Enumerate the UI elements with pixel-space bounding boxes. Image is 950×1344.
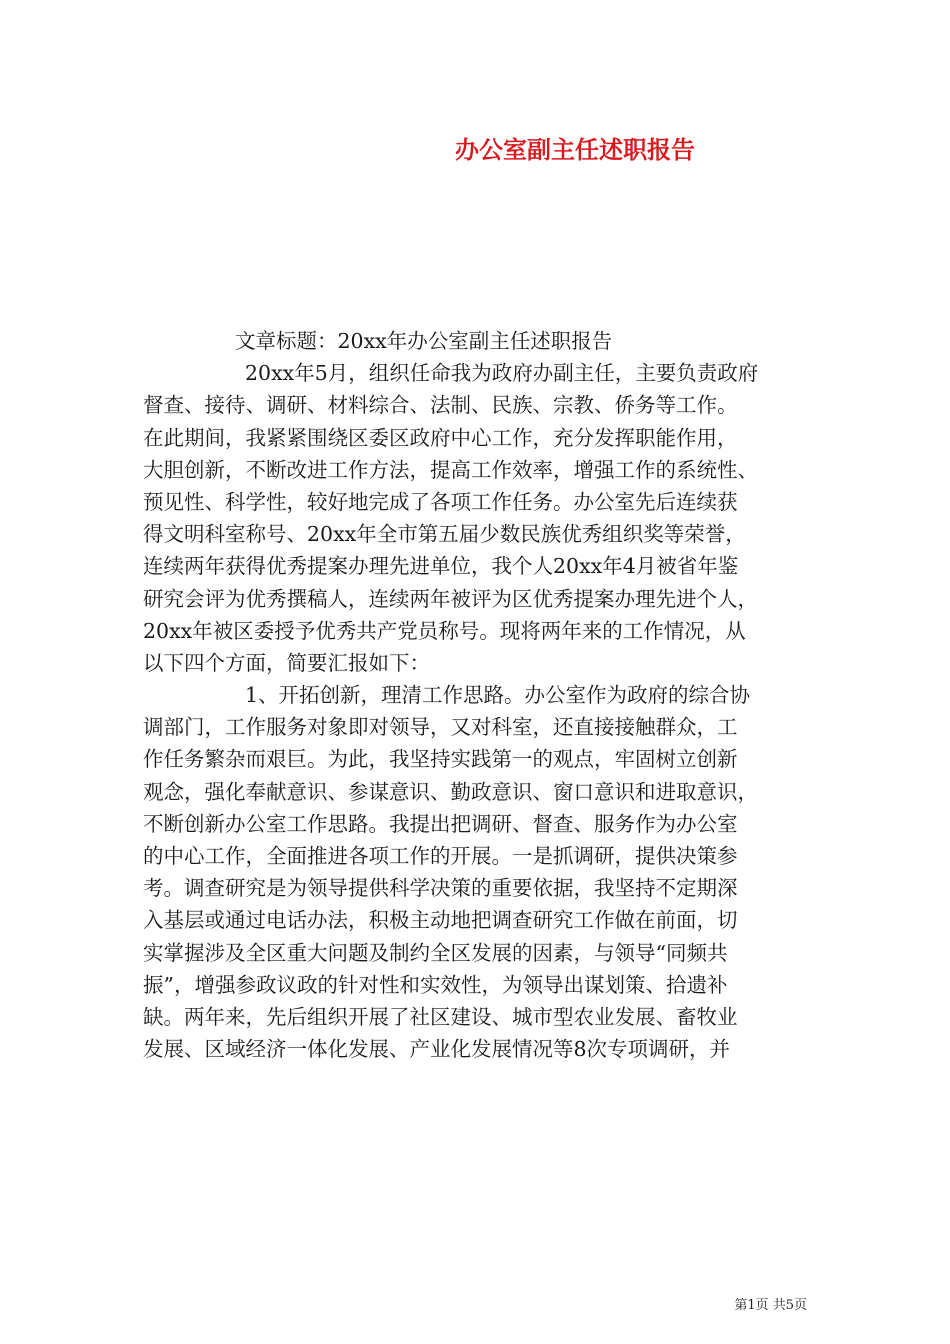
document-title: 办公室副主任述职报告 <box>455 135 695 164</box>
page-number-footer: 第1页 共5页 <box>734 1298 807 1313</box>
body-line: 1、开拓创新，理清工作思路。办公室作为政府的综合协 <box>245 683 751 708</box>
document-body <box>143 325 808 1065</box>
body-line: 发展、区域经济一体化发展、产业化发展情况等8次专项调研，并 <box>143 1037 731 1062</box>
body-line: 振”，增强参政议政的针对性和实效性，为领导出谋划策、拾遗补 <box>143 972 728 997</box>
body-line: 调部门，工作服务对象即对领导，又对科室，还直接接触群众，工 <box>143 715 738 740</box>
body-line: 得文明科室称号、20xx年全市第五届少数民族优秀组织奖等荣誉， <box>143 522 746 547</box>
body-line: 入基层或通过电话办法，积极主动地把调查研究工作做在前面，切 <box>143 908 738 933</box>
body-line: 的中心工作，全面推进各项工作的开展。一是抓调研，提供决策参 <box>143 844 738 868</box>
body-line: 不断创新办公室工作思路。我提出把调研、督查、服务作为办公室 <box>143 811 738 836</box>
body-line: 20xx年5月，组织任命我为政府办副主任，主要负责政府 <box>245 361 759 386</box>
body-line: 观念，强化奉献意识、参谋意识、勤政意识、窗口意识和进取意识， <box>143 779 758 804</box>
body-line: 20xx年被区委授予优秀共产党员称号。现将两年来的工作情况，从 <box>143 618 746 643</box>
body-line: 研究会评为优秀撰稿人，连续两年被评为区优秀提案办理先进个人， <box>143 586 758 611</box>
body-line: 预见性、科学性，较好地完成了各项工作任务。办公室先后连续获 <box>143 489 738 514</box>
body-line: 督查、接待、调研、材料综合、法制、民族、宗教、侨务等工作。 <box>143 393 738 418</box>
body-line: 在此期间，我紧紧围绕区委区政府中心工作，充分发挥职能作用， <box>143 425 738 450</box>
body-line: 考。调查研究是为领导提供科学决策的重要依据，我坚持不定期深 <box>143 876 738 901</box>
body-line: 实掌握涉及全区重大问题及制约全区发展的因素，与领导“同频共 <box>143 940 728 965</box>
article-title-line: 文章标题：20xx年办公室副主任述职报告 <box>235 329 613 353</box>
body-line: 以下四个方面，简要汇报如下： <box>143 650 430 675</box>
body-line: 大胆创新，不断改进工作方法，提高工作效率，增强工作的系统性、 <box>143 457 758 482</box>
body-line: 连续两年获得优秀提案办理先进单位，我个人20xx年4月被省年鉴 <box>143 554 739 579</box>
body-line: 缺。两年来，先后组织开展了社区建设、城市型农业发展、畜牧业 <box>143 1004 738 1029</box>
body-line: 作任务繁杂而艰巨。为此，我坚持实践第一的观点，牢固树立创新 <box>143 747 738 772</box>
